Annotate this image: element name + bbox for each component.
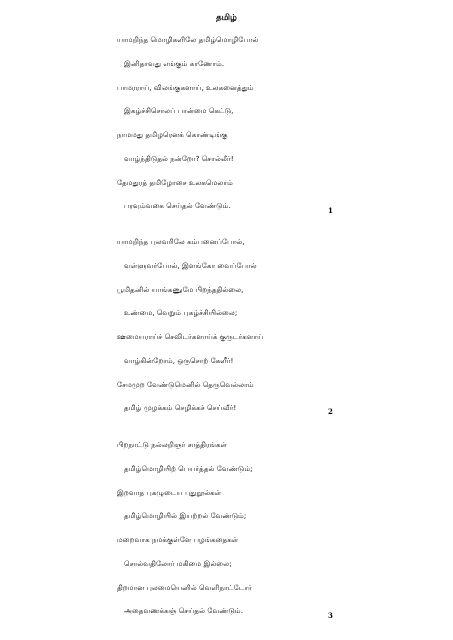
stanza-1-line-8: பரவும்வகை செய்தல் வேண்டும். bbox=[124, 201, 231, 210]
stanza-1-number: 1 bbox=[328, 206, 333, 215]
stanza-2-number: 2 bbox=[328, 407, 333, 416]
stanza-1-line-1: யாமறிந்த மொழிகளிலே தமிழ்மொழிபோல் bbox=[117, 35, 259, 44]
stanza-1-line-4: இகழ்ச்சிசொலப் பான்மை கெட்டு, bbox=[124, 106, 234, 115]
stanza-3-line-6: சொல்வதிலோர் மகிமை இல்லை; bbox=[124, 559, 232, 568]
stanza-2-line-6: வாழ்கின்றோம், ஒருசொற் கேளீர்! bbox=[124, 356, 234, 365]
stanza-2-line-1: யாமறிந்த புலவரிலே கம்பனைப்போல், bbox=[117, 237, 245, 246]
stanza-3-line-2: தமிழ்மொழியிற் பெயர்த்தல் வேண்டும்; bbox=[124, 464, 253, 473]
stanza-2-line-8: தமிழ் முழக்கம் செழிக்கச் செய்வீர்! bbox=[124, 403, 237, 412]
stanza-2-line-3: பூமிதனில் யாங்கணுமே பிறந்ததில்லை, bbox=[117, 285, 244, 294]
stanza-2-line-2: வள்ளுவர்போல், இளங்கோ வைப்போல் bbox=[124, 261, 257, 270]
stanza-2-line-4: உண்மை, வெறும் புகழ்ச்சியில்லை; bbox=[124, 308, 238, 317]
stanza-3-line-7: திறமான புலமையெனில் வெளிநாட்டோர் bbox=[117, 583, 252, 592]
stanza-1-line-7: தேமதுரத் தமிழோசை உலகமெலாம் bbox=[117, 178, 233, 187]
stanza-3-line-4: தமிழ்மொழியில் இயற்றல் வேண்டும்; bbox=[124, 511, 247, 520]
stanza-1-line-6: வாழ்ந்திடுதல் நன்றோ? சொல்லீர்! bbox=[124, 154, 234, 163]
stanza-3-line-8: அதைவணக்கஞ் செய்தல் வேண்டும். bbox=[124, 606, 243, 615]
stanza-3-line-3: இறவாத புகழுடைய புதுநூல்கள் bbox=[117, 488, 222, 497]
stanza-1-line-3: பாமரராய், விலங்குகளாய், உலகனைத்தும் bbox=[117, 83, 254, 92]
stanza-1-line-5: நாமமது தமிழரெனக் கொண்டிங்கு bbox=[117, 130, 228, 139]
stanza-1-line-2: இனிதாவது எங்கும் காணோம். bbox=[124, 59, 225, 68]
stanza-2-line-5: ஊமையராய்ச் செவிடர்களாய்க் குருடர்களாய் bbox=[117, 332, 264, 341]
page-title: தமிழ் bbox=[216, 13, 237, 23]
stanza-3-line-1: பிறநாட்டு நல்லறிஞர் சாத்திரங்கள் bbox=[117, 440, 228, 449]
stanza-3-number: 3 bbox=[328, 611, 333, 620]
stanza-2-line-7: சேமமுற வேண்டுமெனில் தெருவெல்லாம் bbox=[117, 380, 254, 389]
stanza-3-line-5: மறைவாக நமக்குள்ளே பழங்கதைகள் bbox=[117, 535, 239, 544]
